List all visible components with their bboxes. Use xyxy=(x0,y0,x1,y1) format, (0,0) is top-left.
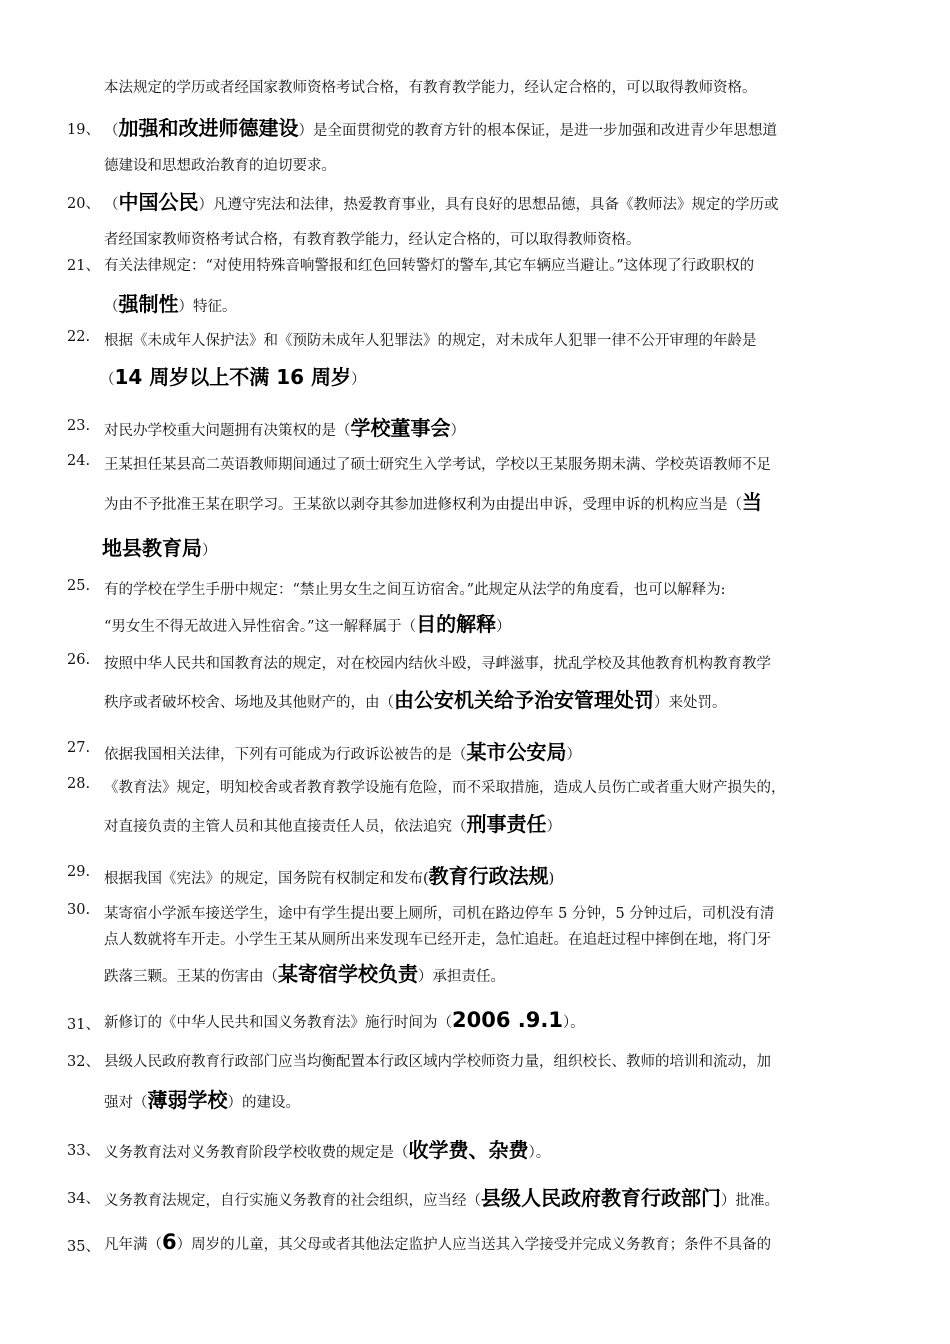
answer: 当 xyxy=(742,490,762,514)
question-number: 32、 xyxy=(67,1054,100,1070)
answer: 县级人民政府教育行政部门 xyxy=(481,1186,721,1210)
question-number: 27. xyxy=(67,740,91,756)
answer: 收学费、杂费 xyxy=(408,1138,529,1162)
question-number: 34、 xyxy=(67,1191,100,1207)
question-number: 22. xyxy=(67,329,91,345)
answer: 地县教育局 xyxy=(102,536,202,560)
answer: 2006 .9.1 xyxy=(452,1008,563,1032)
answer: 薄弱学校 xyxy=(147,1088,228,1112)
question-number: 24. xyxy=(67,453,91,469)
answer: 目的解释 xyxy=(416,612,497,636)
answer: 加强和改进师德建设 xyxy=(118,116,299,140)
answer: 由公安机关给予治安管理处罚 xyxy=(394,688,654,712)
document-page: 本法规定的学历或者经国家教师资格考试合格，有教育教学能力，经认定合格的，可以取得教师资格。 19、 （加强和改进师德建设）是全面贯彻党的教育方针的根本保证，是进一步加强和改进青少年思想道 德建设和思想政治教育的迫切要求。 20、 （中国公民）凡遵守宪法和法律，热爱教育事业，具有良好的思想品德，具备《教师法》规定的学历或 者经国家教师资格考试合格，有教育教学能力，经认定合格的，可以取得教师资格。 21、 有关法律规定：“对使用特殊音响警报和红色回转警灯的警车,其它车辆应当避让。”这体现了行政职权的 （强制性）特征。 22. 根据《未成年人保护法》和《预防未成年人犯罪法》的规定，对未成年人犯罪一律不公开审理的年龄是 （14 周岁以上不满 16 周岁） 23. 对民办学校重大问题拥有决策权的是（学校董事会） 24. 王某担任某县高二英语教师期间通过了硕士研究生入学考试，学校以王某服务期未满、学校英语教师不足 为由不予批准王某在职学习。王某欲以剥夺其参加进修权利为由提出申诉，受理申诉的机构应当是（当 地县教育局） 25. 有的学校在学生手册中规定：“禁止男女生之间互访宿舍。”此规定从法学的角度看，也可以解释为: “男女生不得无故进入异性宿舍。”这一解释属于（目的解释） 26. 按照中华人民共和国教育法的规定，对在校园内结伙斗殴，寻衅滋事，扰乱学校及其他教育机构教育教学 秩序或者破坏校舍、场地及其他财产的，由（由公安机关给予治安管理处罚）来处罚。 27. 依据我国相关法律，下列有可能成为行政诉讼被告的是（某市公安局） 28. 《教育法》规定，明知校舍或者教育教学设施有危险，而不采取措施，造成人员伤亡或者重大财产损失的， 对直接负责的主管人员和其他直接责任人员，依法追究（刑事责任） 29. 根据我国《宪法》的规定，国务院有权制定和发布(教育行政法规) 30. 某寄宿小学派车接送学生，途中有学生提出要上厕所，司机在路边停车 5 分钟，5 分钟过后，司机没有清 点人数就将车开走。小学生王某从厕所出来发现车已经开走，急忙追赶。在追赶过程中摔倒在地，将门牙 跌落三颗。王某的伤害由（某寄宿学校负责）承担责任。 31、 新修订的《中华人民共和国义务教育法》施行时间为（2006 .9.1）。 32、 县级人民政府教育行政部门应当均衡配置本行政区域内学校师资力量，组织校长、教师的培训和流动，加 强对（薄弱学校）的建设。 33、 义务教育法对义务教育阶段学校收费的规定是（收学费、杂费）。 34、 义务教育法规定，自行实施义务教育的社会组织，应当经（县级人民政府教育行政部门）批准。 35、 凡年满（6）周岁的儿童，其父母或者其他法定监护人应当送其入学接受并完成义务教育；条件不具备的 xyxy=(67,80,786,1255)
question-number: 20、 xyxy=(67,196,100,212)
answer: 14 周岁以上不满 16 周岁 xyxy=(114,365,352,389)
answer: 某市公安局 xyxy=(466,740,567,764)
question-number: 35、 xyxy=(67,1239,100,1255)
question-number: 29. xyxy=(67,864,91,880)
question-number: 28. xyxy=(67,776,91,792)
question-number: 30. xyxy=(67,902,91,918)
answer: 某寄宿学校负责 xyxy=(278,962,418,986)
answer: 6 xyxy=(162,1230,177,1254)
answer: 强制性 xyxy=(118,292,179,316)
answer: 中国公民 xyxy=(118,190,199,214)
question-number: 25. xyxy=(67,578,91,594)
question-number: 31、 xyxy=(67,1017,100,1033)
question-number: 33、 xyxy=(67,1143,100,1159)
question-number: 26. xyxy=(67,652,91,668)
question-number: 21、 xyxy=(67,258,100,274)
answer: 学校董事会 xyxy=(350,416,451,440)
answer: 刑事责任 xyxy=(466,812,547,836)
answer: 教育行政法规 xyxy=(428,864,549,888)
question-number: 23. xyxy=(67,418,91,434)
question-number: 19、 xyxy=(67,122,100,138)
